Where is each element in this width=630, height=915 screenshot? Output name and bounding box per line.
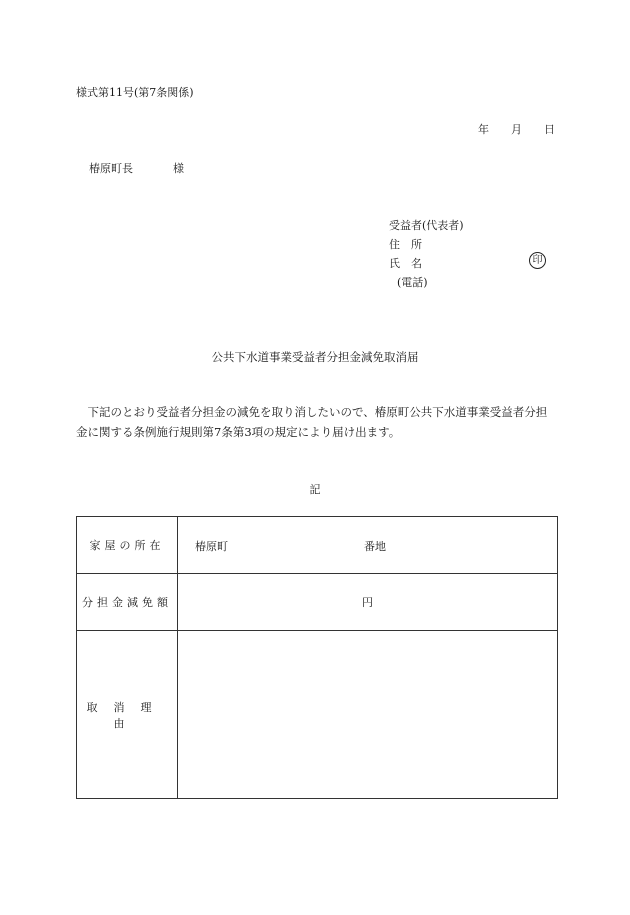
applicant-heading: 受益者(代表者) bbox=[389, 219, 464, 232]
detail-table bbox=[76, 516, 558, 799]
addressee bbox=[89, 160, 184, 176]
table-row-reason bbox=[77, 631, 558, 799]
addressee-name: 椿原町長 bbox=[89, 162, 133, 175]
addressee-honorific: 様 bbox=[173, 162, 184, 175]
applicant-name-row bbox=[389, 254, 543, 273]
seal-mark: 印 bbox=[529, 252, 546, 269]
applicant-address-label: 住 所 bbox=[389, 238, 422, 251]
amount-label: 分担金減免額 bbox=[77, 574, 178, 631]
reason-label: 取消理由 bbox=[77, 631, 178, 799]
date-day: 日 bbox=[544, 123, 555, 136]
ki-heading: 記 bbox=[309, 483, 321, 496]
applicant-phone-label: (電話) bbox=[397, 276, 428, 289]
applicant-address-row bbox=[389, 235, 464, 254]
location-label: 家屋の所在 bbox=[77, 517, 178, 574]
applicant-name-label: 氏 名 bbox=[389, 257, 422, 270]
table-row-amount bbox=[77, 574, 558, 631]
reason-value-cell[interactable] bbox=[178, 631, 558, 799]
amount-value-cell[interactable] bbox=[178, 574, 558, 631]
table-row-location bbox=[77, 517, 558, 574]
body-paragraph: 下記のとおり受益者分担金の減免を取り消したいので、椿原町公共下水道事業受益者分担金に関する条例施行規則第7条第3項の規定により届け出ます。 bbox=[76, 405, 548, 439]
location-value-cell[interactable] bbox=[178, 517, 558, 574]
location-town: 椿原町 bbox=[195, 540, 228, 553]
date-month: 月 bbox=[511, 123, 522, 136]
date-line bbox=[478, 121, 555, 137]
date-year: 年 bbox=[478, 123, 489, 136]
applicant-block bbox=[389, 216, 543, 292]
location-banchi: 番地 bbox=[364, 540, 386, 553]
form-number: 様式第11号(第7条関係) bbox=[76, 86, 194, 99]
amount-unit: 円 bbox=[362, 596, 373, 609]
document-title: 公共下水道事業受益者分担金減免取消届 bbox=[211, 350, 419, 364]
